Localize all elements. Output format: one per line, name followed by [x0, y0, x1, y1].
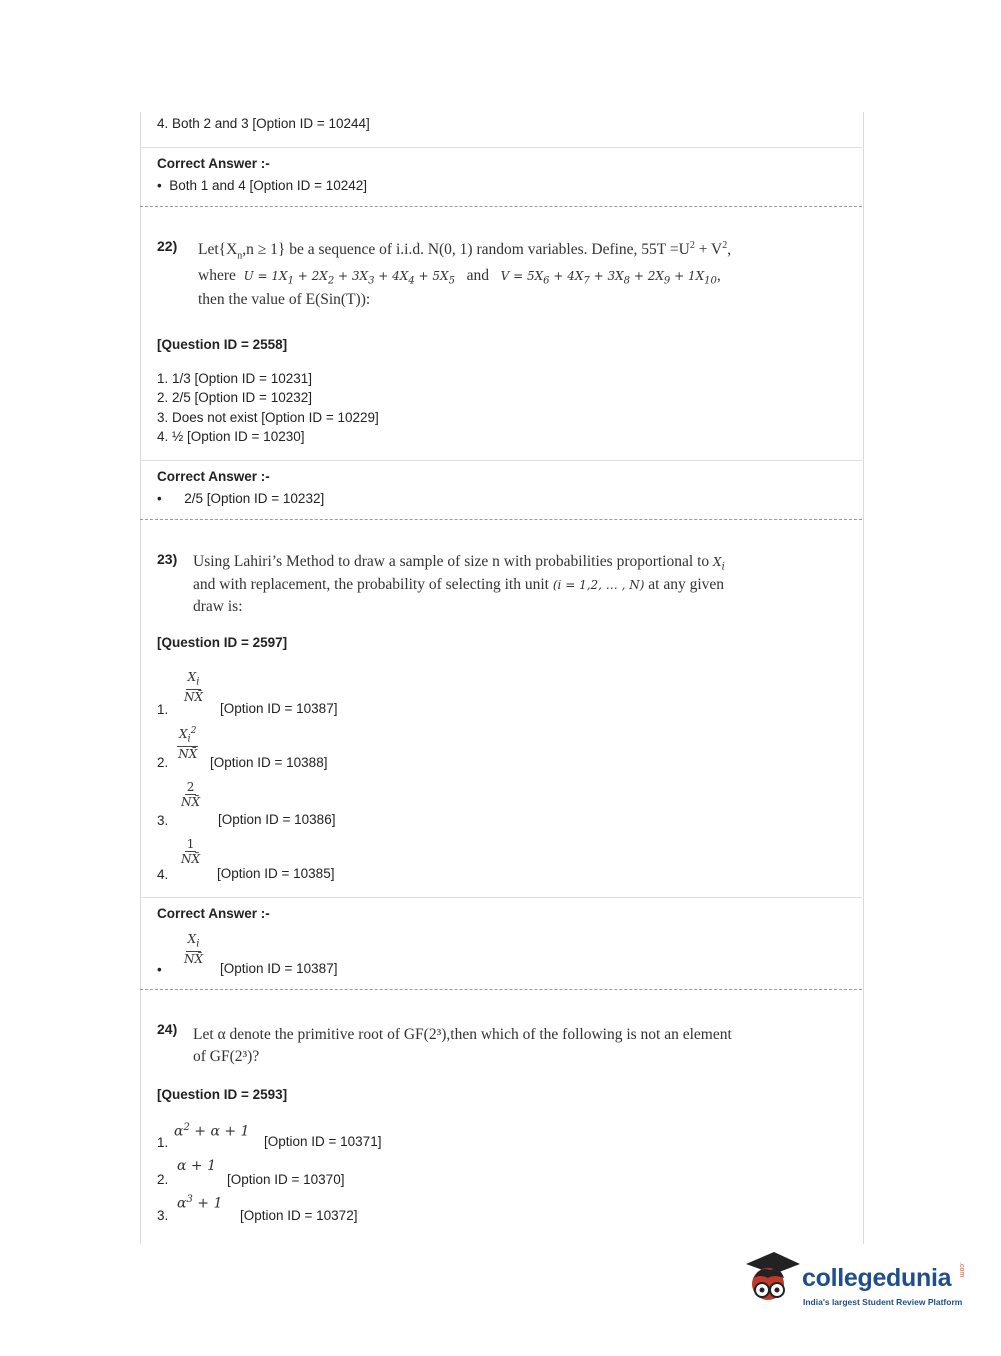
- option-expression: $\alpha^3 + 1$: [177, 1194, 223, 1212]
- option-number: 2.: [157, 1172, 169, 1187]
- question-id: [Question ID = 2593]: [157, 1087, 288, 1102]
- mascot-icon: [740, 1248, 802, 1314]
- option-number: 2.: [157, 755, 169, 770]
- divider: [140, 897, 862, 898]
- question-23-line-3: draw is:: [193, 598, 243, 615]
- option-id: [Option ID = 10371]: [264, 1134, 382, 1149]
- fraction-2-over-nxbar: $\frac{2}{NX̄}$: [181, 780, 201, 809]
- option-2: 2. 2/5 [Option ID = 10232]: [157, 390, 312, 405]
- correct-answer-value: [Option ID = 10387]: [220, 961, 338, 976]
- option-id: [Option ID = 10386]: [218, 812, 336, 827]
- option-id: [Option ID = 10385]: [217, 866, 335, 881]
- collegedunia-logo: [740, 1248, 970, 1318]
- question-id: [Question ID = 2597]: [157, 635, 288, 650]
- divider: [140, 147, 862, 148]
- option-number: 1.: [157, 702, 169, 717]
- question-separator: [140, 206, 862, 207]
- logo-name: collegedunia: [802, 1264, 952, 1292]
- logo-domain: .com: [958, 1262, 965, 1278]
- option-3: 3. Does not exist [Option ID = 10229]: [157, 410, 379, 425]
- question-separator: [140, 519, 862, 520]
- option-id: [Option ID = 10388]: [210, 755, 328, 770]
- fraction-xi-squared-over-nxbar: $\frac{X_i^2}{NX̄}$: [178, 726, 198, 762]
- correct-answer-label: Correct Answer :-: [157, 906, 270, 921]
- question-number: 24): [157, 1021, 178, 1037]
- question-22-line-3: then the value of E(Sin(T)):: [198, 291, 371, 308]
- fraction-xi-over-nxbar: $\frac{X_i}{NX̄}$: [184, 932, 204, 967]
- question-23-line-2: and with replacement, the probability of selecting ith unit (i = 1,2, … , N) at any given: [193, 576, 725, 593]
- option-id: [Option ID = 10372]: [240, 1208, 358, 1223]
- option-number: 3.: [157, 1208, 169, 1223]
- option-id: [Option ID = 10387]: [220, 701, 338, 716]
- option-id: [Option ID = 10370]: [227, 1172, 345, 1187]
- question-22-line-2: where $U = 1X_1 + 2X_2 + 3X_3 + 4X_4 + 5X_5$ and $V = 5X_6 + 4X_7 + 3X_8 + 2X_9 + 1X_{10}$,: [198, 267, 721, 287]
- option-expression: α + 1: [177, 1158, 216, 1174]
- correct-answer-value: • 2/5 [Option ID = 10232]: [157, 491, 325, 506]
- question-separator: [140, 989, 862, 990]
- question-24-line-2: of GF(2³)?: [193, 1048, 260, 1065]
- option-number: 3.: [157, 813, 169, 828]
- option-4: 4. ½ [Option ID = 10230]: [157, 429, 305, 444]
- fraction-1-over-nxbar: $\frac{1}{NX̄}$: [181, 837, 201, 866]
- option-1: 1. 1/3 [Option ID = 10231]: [157, 371, 312, 386]
- fraction-xi-over-nxbar: $\frac{X_i}{NX̄}$: [184, 670, 204, 705]
- option-expression: $\alpha^2 + \alpha + 1$: [174, 1122, 250, 1140]
- prev-option-4: 4. Both 2 and 3 [Option ID = 10244]: [157, 116, 370, 131]
- question-23-line-1: Using Lahiri’s Method to draw a sample of size n with probabilities proportional to $X_i$: [193, 553, 725, 573]
- question-number: 23): [157, 551, 178, 567]
- option-number: 4.: [157, 867, 169, 882]
- bullet: •: [157, 962, 162, 977]
- correct-answer-value: • Both 1 and 4 [Option ID = 10242]: [157, 178, 368, 193]
- correct-answer-label: Correct Answer :-: [157, 469, 270, 484]
- question-24-line-1: Let α denote the primitive root of GF(2³),then which of the following is not an element: [193, 1026, 732, 1043]
- option-number: 1.: [157, 1135, 169, 1150]
- question-id: [Question ID = 2558]: [157, 337, 288, 352]
- question-number: 22): [157, 238, 178, 254]
- correct-answer-label: Correct Answer :-: [157, 156, 270, 171]
- logo-tagline: India's largest Student Review Platform: [803, 1297, 963, 1307]
- divider: [140, 460, 862, 461]
- question-22-line-1: $Let\{X_n,n \ge 1\}$ be a sequence of i.i.d. N(0, 1) random variables. Define, $55T =U^2 + V^2$,: [198, 240, 732, 262]
